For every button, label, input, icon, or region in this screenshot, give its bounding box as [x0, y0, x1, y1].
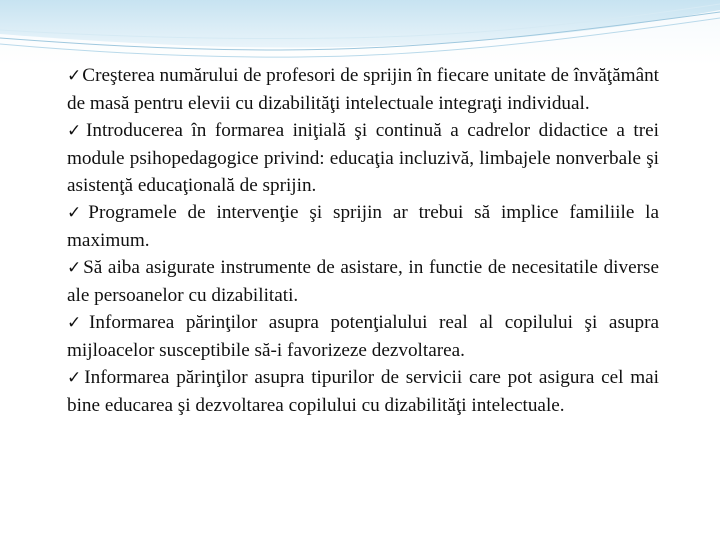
- bullet-text: Să aiba asigurate instrumente de asistare, in functie de necesitatile diverse ale persoanelor cu dizabilitati.: [67, 257, 659, 306]
- checkmark-icon: ✓: [67, 368, 84, 388]
- bullet-text: Informarea părinţilor asupra potenţialului real al copilului şi asupra mijloacelor susceptibile să-i favorizeze dezvoltarea.: [67, 312, 660, 361]
- bullet-list: [67, 62, 659, 419]
- bullet-text: Programele de intervenţie şi sprijin ar trebui să implice familiile la maximum.: [67, 202, 660, 251]
- bullet-text: Introducerea în formarea iniţială şi continuă a cadrelor didactice a trei module psihopedagogice privind: educaţia incluzivă, limbajele nonverbale şi asistenţă educaţională de sprijin.: [67, 120, 659, 196]
- checkmark-icon: ✓: [67, 258, 83, 278]
- bullet-text: Creşterea numărului de profesori de sprijin în fiecare unitate de învăţământ de masă pentru elevii cu dizabilităţi intelectuale integraţi individual.: [67, 65, 660, 114]
- checkmark-icon: ✓: [67, 203, 88, 223]
- bullet-item: [67, 254, 659, 309]
- checkmark-icon: ✓: [67, 313, 89, 333]
- checkmark-icon: ✓: [67, 66, 82, 86]
- bullet-item: [67, 199, 659, 254]
- bullet-item: [67, 62, 659, 117]
- bullet-item: [67, 309, 659, 364]
- bullet-item: [67, 117, 659, 199]
- decorative-wave-header: [0, 0, 720, 70]
- bullet-item: [67, 364, 659, 419]
- bullet-text: Informarea părinţilor asupra tipurilor de servicii care pot asigura cel mai bine educarea şi dezvoltarea copilului cu dizabilităţi intelectuale.: [67, 367, 659, 416]
- checkmark-icon: ✓: [67, 121, 85, 141]
